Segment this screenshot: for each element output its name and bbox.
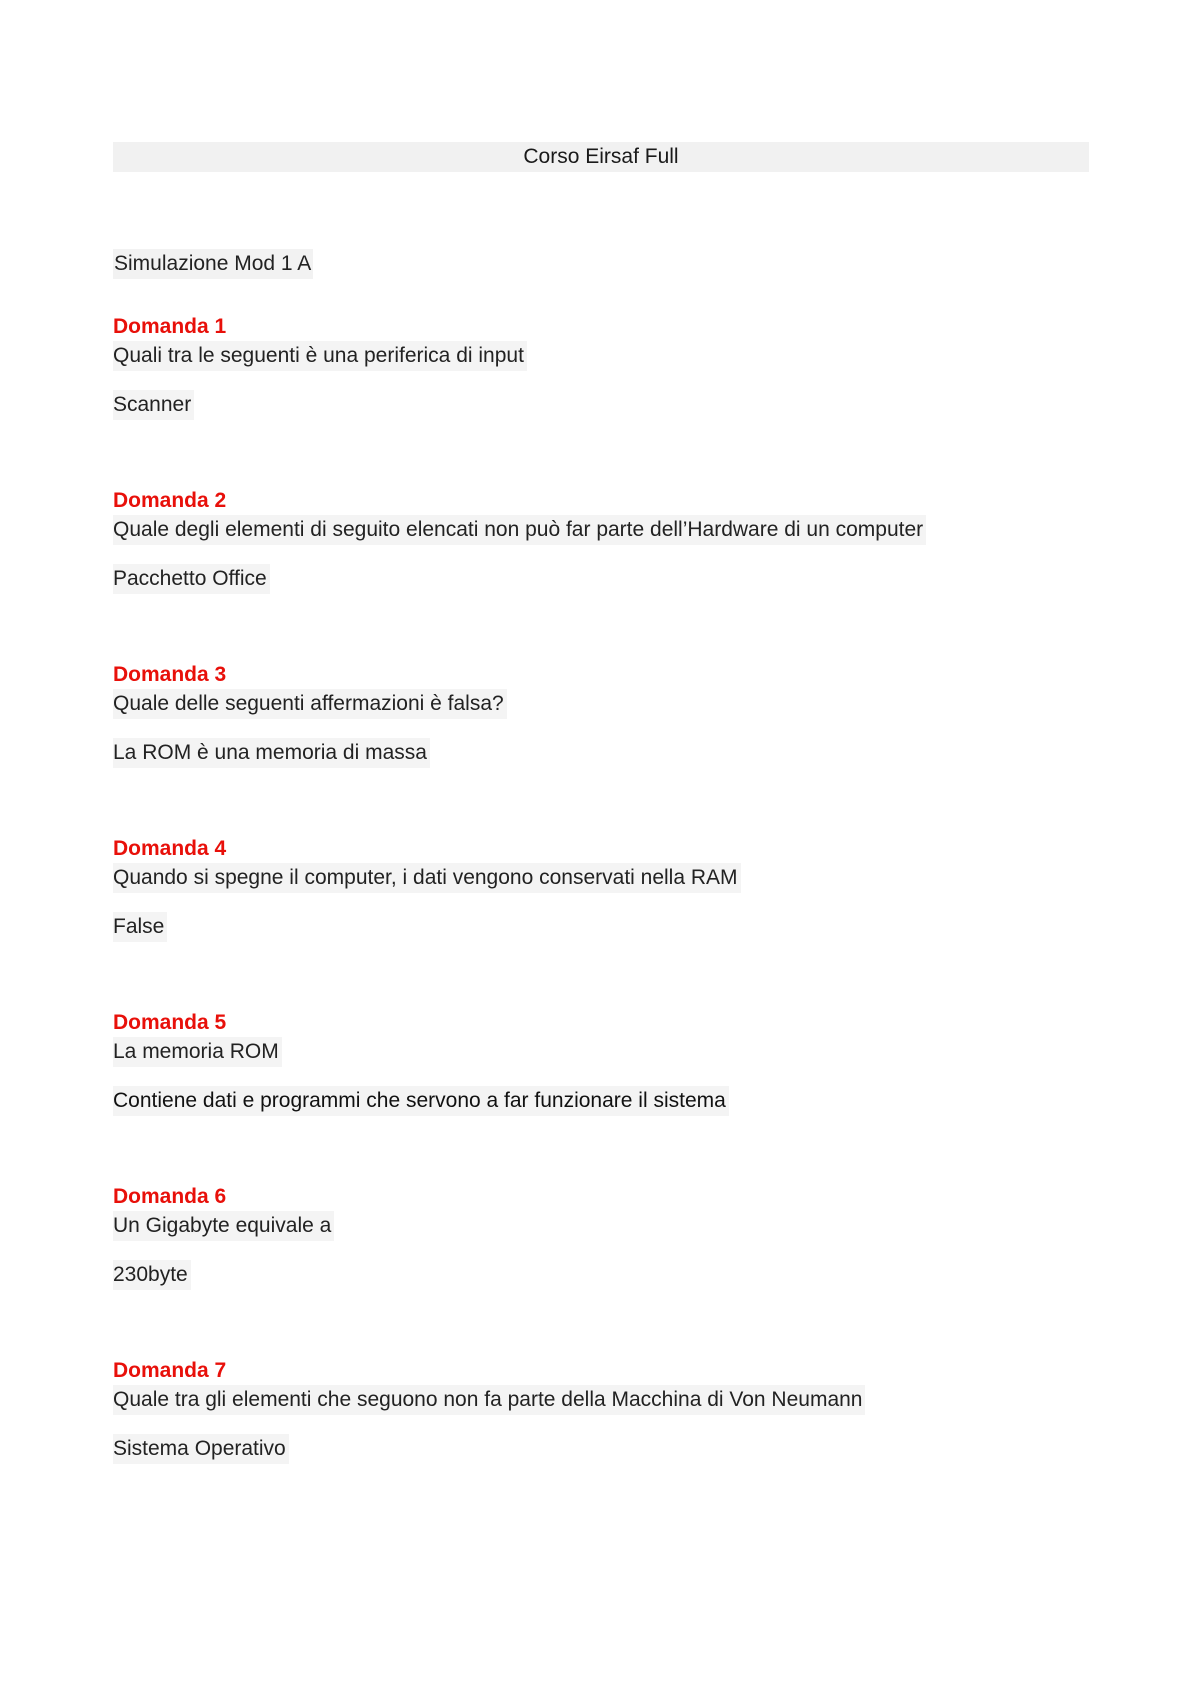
question-block <box>113 661 1103 768</box>
question-text: La memoria ROM <box>113 1037 282 1067</box>
question-block <box>113 1009 1103 1116</box>
question-answer: 230byte <box>113 1260 191 1290</box>
question-text: Quale degli elementi di seguito elencati non può far parte dell’Hardware di un computer <box>113 515 926 545</box>
question-label: Domanda 4 <box>113 837 227 860</box>
question-label: Domanda 6 <box>113 1185 227 1208</box>
question-text: Quando si spegne il computer, i dati vengono conservati nella RAM <box>113 863 741 893</box>
question-text: Quale tra gli elementi che seguono non fa parte della Macchina di Von Neumann <box>113 1385 865 1415</box>
document-subtitle: Simulazione Mod 1 A <box>113 249 313 279</box>
question-text: Quale delle seguenti affermazioni è falsa? <box>113 689 507 719</box>
question-label: Domanda 7 <box>113 1359 227 1382</box>
question-block <box>113 1183 1103 1290</box>
question-answer: Sistema Operativo <box>113 1434 289 1464</box>
question-text: Quali tra le seguenti è una periferica di input <box>113 341 527 371</box>
question-text: Un Gigabyte equivale a <box>113 1211 334 1241</box>
question-block <box>113 1357 1103 1464</box>
question-label: Domanda 5 <box>113 1011 227 1034</box>
question-block <box>113 487 1103 594</box>
document-title: Corso Eirsaf Full <box>113 142 1089 172</box>
question-answer: La ROM è una memoria di massa <box>113 738 430 768</box>
question-block <box>113 313 1103 420</box>
question-answer: Scanner <box>113 390 194 420</box>
question-answer: Contiene dati e programmi che servono a far funzionare il sistema <box>113 1086 729 1116</box>
question-label: Domanda 2 <box>113 489 227 512</box>
question-label: Domanda 1 <box>113 315 227 338</box>
question-answer: False <box>113 912 167 942</box>
question-block <box>113 835 1103 942</box>
question-label: Domanda 3 <box>113 663 227 686</box>
question-answer: Pacchetto Office <box>113 564 270 594</box>
